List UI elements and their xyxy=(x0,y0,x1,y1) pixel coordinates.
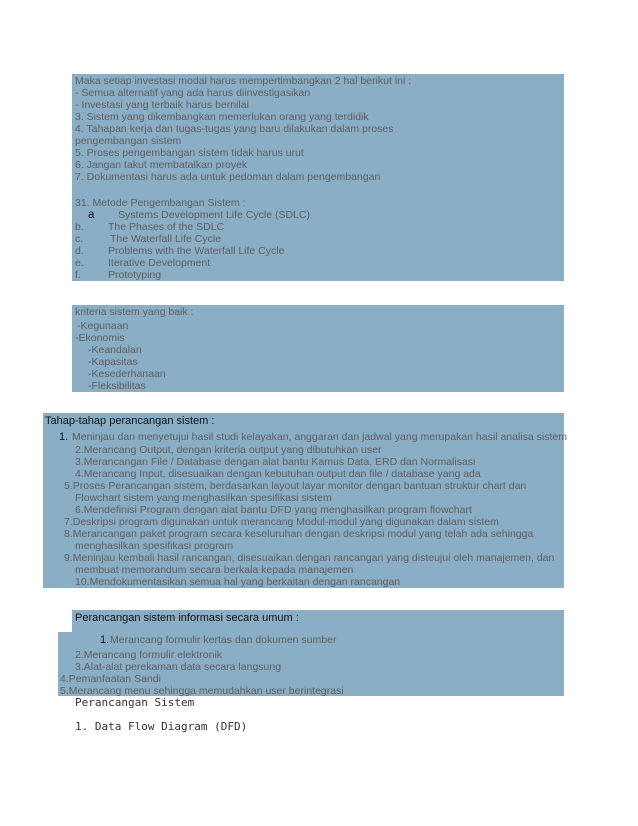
method-text: The Phases of the SDLC xyxy=(108,221,225,233)
method-marker: f. xyxy=(75,269,81,281)
stage-item: 8.Merancangan paket program secara keseluruhan dengan deskripsi modul yang telah ada sehingga xyxy=(64,528,534,540)
method-text: Systems Development Life Cycle (SDLC) xyxy=(118,209,310,221)
footer-item: 1. Data Flow Diagram (DFD) xyxy=(75,720,248,733)
list-item: 6. Jangan takut membatalkan proyek xyxy=(75,159,248,171)
method-marker: a xyxy=(88,209,95,221)
general-item: 3.Alat-alat perekaman data secara langsung xyxy=(75,661,282,673)
stage-item: 7.Deskripsi program digunakan untuk merancang Modul-modul yang digunakan dalam sistem xyxy=(64,516,499,528)
list-item: 4. Tahapan kerja dan tugas-tugas yang baru dilakukan dalam proses xyxy=(75,123,394,135)
stage-item: 5.Proses Perancangan sistem, berdasarkan layout layar monitor dengan bantuan struktur chart dan xyxy=(64,480,527,492)
criteria-item: -Kesederhanaan xyxy=(88,368,166,380)
stage-item: 4.Merancang Input, disesuaikan dengan kebutuhan output dan file / database yang ada xyxy=(75,468,481,480)
stages-heading: Tahap-tahap perancangan sistem : xyxy=(45,415,215,427)
general-number: 1. xyxy=(100,634,110,646)
criteria-item: -Keandalan xyxy=(88,344,142,356)
method-marker: d. xyxy=(75,245,84,257)
stage-item: membuat memorandum secara berkala kepada manajemen xyxy=(75,564,354,576)
stage-item: 9.Meninjau kembali hasil rancangan, disesuaikan dengan rancangan yang disteujui oleh manajemen, dan xyxy=(64,552,555,564)
method-text: The Waterfall Life Cycle xyxy=(110,233,222,245)
list-item: 5. Proses pengembangan sistem tidak harus urut xyxy=(75,147,304,159)
list-item: 7. Dokumentasi harus ada untuk pedoman dalam pengembangan xyxy=(75,171,381,183)
footer-title: Perancangan Sistem xyxy=(75,696,195,709)
method-marker: c. xyxy=(75,233,84,245)
method-text: Iterative Development xyxy=(108,257,211,269)
criteria-item: -Kapasitas xyxy=(88,356,138,368)
stage-item: 10.Mendokumentasikan semua hal yang berkaitan dengan rancangan xyxy=(75,576,401,588)
stage-item: 3.Merancangan File / Database dengan alat bantu Kamus Data, ERD dan Normalisasi xyxy=(75,456,476,468)
method-marker: e. xyxy=(75,257,84,269)
list-item: - Investasi yang terbaik harus bernilai xyxy=(75,99,249,111)
methods-heading: 31. Metode Pengembangan Sistem : xyxy=(75,197,246,209)
criteria-item: -Kegunaan xyxy=(77,320,129,332)
method-marker: b. xyxy=(75,221,84,233)
criteria-item: -Ekonomis xyxy=(75,332,125,344)
criteria-item: -Fleksibilitas xyxy=(88,380,146,392)
method-text: Problems with the Waterfall Life Cycle xyxy=(108,245,285,257)
intro-text: Maka setiap investasi modal harus mempertimbangkan 2 hal berikut ini : xyxy=(75,75,412,87)
general-heading: Perancangan sistem informasi secara umum : xyxy=(75,612,299,624)
list-item: 3. Sistem yang dikembangkan memerlukan orang yang terdidik xyxy=(75,111,369,123)
stage-item: Flowchart sistem yang menghasilkan spesifikasi sistem xyxy=(75,492,332,504)
general-item: Merancang formulir kertas dan dokumen sumber xyxy=(110,634,337,646)
general-item: 5.Merancang menu sehingga memudahkan user berintegrasi xyxy=(60,685,344,697)
stage-item: Meninjau dan menyetujui hasil studi kelayakan, anggaran dan jadwal yang merupakan hasil analisa sistem xyxy=(72,431,567,443)
stage-number: 1. xyxy=(59,431,69,443)
list-item: - Semua alternatif yang ada harus diinvestigasikan xyxy=(75,87,311,99)
list-item: pengembangan sistem xyxy=(75,135,182,147)
stage-item: menghasilkan spesifikasi program xyxy=(75,540,234,552)
criteria-heading: kriteria sistem yang baik : xyxy=(75,306,194,318)
method-text: Prototyping xyxy=(108,269,162,281)
stage-item: 2.Merancang Output, dengan kriteria output yang dibutuhkan user xyxy=(75,444,382,456)
stage-item: 6.Mendefinisi Program dengan alat bantu DFD yang menghasilkan program flowchart xyxy=(75,504,472,516)
general-item: 4.Pemanfaatan Sandi xyxy=(60,673,161,685)
general-item: 2.Merancang formulir elektronik xyxy=(75,649,223,661)
